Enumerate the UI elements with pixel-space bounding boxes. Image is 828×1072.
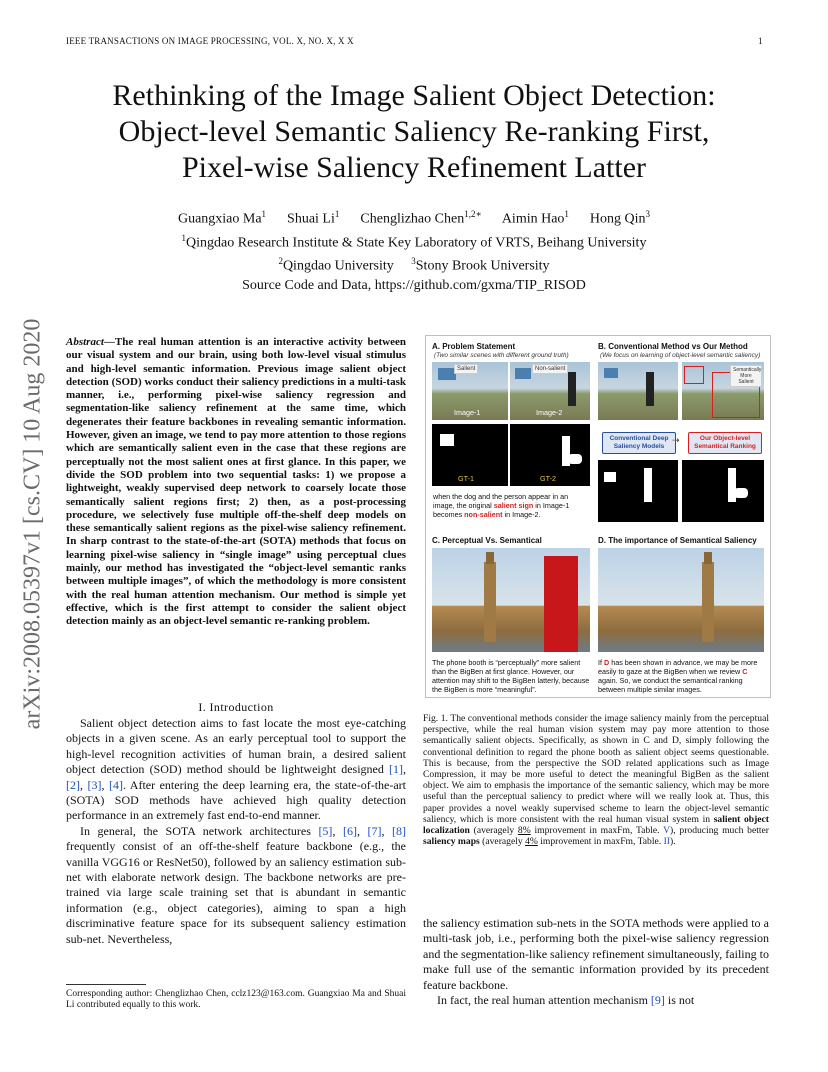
arxiv-stamp: [8, 284, 58, 764]
affil-mark: 1: [334, 209, 340, 219]
author-name: Chenglizhao Chen: [360, 211, 465, 227]
note-highlight: salient sign: [493, 501, 534, 510]
note-text: again. So, we conduct the semantical ranking between multiple similar images.: [598, 676, 743, 694]
author-block: [40, 205, 788, 295]
phone-booth: [544, 556, 578, 652]
table-ref-link[interactable]: V: [663, 825, 671, 837]
panel-b-title: B. Conventional Method vs Our Method: [598, 342, 748, 351]
figure-1: [425, 335, 771, 698]
paper-title: [40, 78, 788, 186]
citation-link[interactable]: [9]: [650, 993, 665, 1008]
note-highlight: non-salient: [464, 510, 503, 519]
paragraph-text: In fact, the real human attention mechanism: [437, 993, 651, 1008]
title-line-2: Object-level Semantic Saliency Re-ranking First,: [118, 115, 710, 148]
mask-dog: [568, 454, 582, 464]
panel-a-note: [433, 492, 591, 519]
gt-1-mask: [432, 424, 508, 486]
vs-arrow-icon: ⇢: [672, 435, 680, 445]
page-number: 1: [758, 36, 763, 46]
mask-person: [644, 468, 652, 502]
affil-mark: 3: [411, 256, 416, 267]
arxiv-stamp-text: arXiv:2008.05397v1 [cs.CV] 10 Aug 2020: [19, 318, 46, 730]
paragraph-text: frequently consist of an off-the-shelf feature backbone (e.g., the vanilla VGG16 or ResNet50), followed by an saliency estimation sub-net with elaborate network design. The backbone networks are pre-trained via large scale training set that is abundant in semantic information (e.g., object categories), aiming to span a high discriminative feature space for its subsequent saliency estimation sub-net. Nevertheless,: [66, 839, 406, 946]
caption-underline: 4%: [525, 836, 538, 848]
citation-link[interactable]: [1]: [389, 762, 403, 777]
author-name: Hong Qin: [589, 211, 646, 227]
panel-d-title: D. The importance of Semantical Saliency: [598, 536, 757, 545]
paragraph-text: In general, the SOTA network architectures: [80, 823, 319, 838]
affil-mark: 1,2∗: [464, 209, 482, 219]
caption-text: improvement in maxFm, Table.: [537, 836, 664, 848]
paragraph-text: is not: [664, 993, 695, 1008]
abstract-text: —The real human attention is an interactive activity between our visual system and our brain, using both low-level visual stimulus and high-level semantic information. Previous image salient object detection (SOD) works conduct their saliency predictions in a multi-task manner, i.e., performing pixel-wise saliency regression and segmentation-like saliency refinement at the same time, which degenerates their feature backbones in revealing semantic information. However, given an image, we tend to pay more attention to those regions which are semantically salient even in the case that these regions are perceptually not the most salient ones at first glance. In this paper, we divide the SOD problem into two sequential tasks: 1) we propose a lightweight, weakly supervised deep network to coarsely locate those semantically salient regions first; 2) then, as a post-processing procedure, we selectively fuse multiple off-the-shelf deep models on these semantically salient regions as the pixel-wise saliency refinement. In sharp contrast to the state-of-the-art (SOTA) methods that focus on learning pixel-wise saliency in “single image” using perceptual clues mainly, our method has investigated the “object-level semantic ranks between multiple images”, of which the methodology is more consistent with the real human attention mechanism. Our method is simple yet effective, which is the first attempt to consider the salient object detection mainly as an object-level semantic re-ranking problem.: [66, 336, 406, 628]
affil-mark: 3: [645, 209, 651, 219]
caption-text: (averagely: [469, 825, 518, 837]
caption-text: Fig. 1. The conventional methods consider the image saliency mainly from the perceptual perspective, while the real human vision system may pay more attention to those semantically salient objects. Specifically, as shown in C and D, simply following the conventional definition to regard the phone booth as salient object seems questionable. This is because, from the perspective the SOD related applications such as Image Compression, it may be more useful to detect the meaningful BigBen as the salient object. We aim to emphasis the importance of the semantic saliency, which may be more useful than the perceptual saliency to predict where will we really look at. Thus, this paper provides a novel weakly supervised scheme to learn the object-level semantic saliency, which is more consistent with the real human visual system in: [423, 713, 769, 825]
body-paragraph: the saliency estimation sub-nets in the SOTA methods were applied to a multi-task job, i.e., performing both the pixel-wise saliency regression and the segmentation-like saliency refinement simultaneously, failing to make full use of the semantic information provided by its precedent feature backbone.: [423, 916, 769, 992]
note-highlight: D: [604, 658, 610, 667]
abstract-label: Abstract: [66, 336, 104, 348]
image-2-photo: [510, 362, 590, 420]
bigben-tower: [484, 562, 496, 642]
citation-link[interactable]: [4]: [108, 777, 123, 792]
running-header: IEEE TRANSACTIONS ON IMAGE PROCESSING, VOL. X, NO. X, X X: [66, 36, 354, 46]
bigben-spire: [704, 552, 712, 564]
table-ref-link[interactable]: II: [663, 836, 670, 848]
citation-link[interactable]: [6]: [342, 823, 357, 838]
footnote-rule: [66, 984, 146, 985]
mask-sign: [604, 472, 616, 482]
panel-d-text: [598, 658, 764, 694]
author-list: [40, 205, 788, 229]
panel-d-photo: [598, 548, 764, 652]
citation-link[interactable]: [5]: [318, 823, 333, 838]
panel-b-subtitle: (We focus on learning of object-level semantic saliency): [600, 352, 761, 359]
paragraph-text: Salient object detection aims to fast locate the most eye-catching objects in a given scene. As an early perceptual tool to support the high-level recognition activities of human brain, a desired salient object detection (SOD) method should be lightweight designed: [66, 716, 406, 777]
mask-sign: [440, 434, 454, 446]
note-text: in Image-2.: [502, 510, 541, 519]
our-ranking-chip: Our Object-level Semantical Ranking: [688, 432, 762, 454]
ours-input-photo: [682, 362, 764, 420]
citation-link[interactable]: [3]: [87, 777, 102, 792]
author-name: Aimin Hao: [501, 211, 565, 227]
footnote: Corresponding author: Chenglizhao Chen, cclz123@163.com. Guangxiao Ma and Shuai Li contributed equally to this work.: [66, 989, 406, 1010]
red-box-sign: [684, 366, 704, 384]
caption-text: (averagely: [479, 836, 526, 848]
sign-shape: [515, 368, 531, 379]
bigben-spire: [486, 552, 494, 564]
bigben-tower: [702, 562, 714, 642]
paragraph-text: . After entering the deep learning era, the state-of-the-art (SOTA) SOD methods have achieved high quality detection performance in an extremely fast end-to-end manner.: [66, 777, 407, 823]
caption-text: ).: [669, 836, 676, 848]
citation-link[interactable]: [7]: [367, 823, 382, 838]
image-2-label: Image-2: [536, 408, 563, 417]
conventional-input-photo: [598, 362, 678, 420]
conventional-models-chip: Conventional Deep Saliency Models: [602, 432, 676, 454]
caption-bold: salient object localization: [423, 813, 769, 837]
author-name: Guangxiao Ma: [177, 211, 262, 227]
abstract: [66, 336, 406, 629]
person-silhouette: [568, 372, 576, 406]
image-1-label: Image-1: [454, 408, 481, 417]
citation-link[interactable]: [8]: [392, 823, 407, 838]
image-1-photo: [432, 362, 508, 420]
mask-dog: [734, 488, 748, 498]
affiliation-text: Stony Brook University: [415, 258, 550, 274]
semantically-salient-tag: Semantically More Salient: [730, 365, 762, 387]
caption-text: improvement in maxFm, Table.: [530, 825, 664, 837]
panel-c-title: C. Perceptual Vs. Semantical: [432, 536, 542, 545]
affiliation-text: Qingdao Research Institute & State Key Laboratory of VRTS, Beihang University: [186, 235, 647, 251]
note-text: If: [598, 658, 604, 667]
section-heading-introduction: I. Introduction: [198, 700, 274, 714]
affil-mark: 1: [261, 209, 267, 219]
note-text: when the dog and the person appear in an image, the original: [433, 492, 569, 510]
panel-c-text: The phone booth is “perceptually” more salient than the BigBen at first glance. However, our attention may shift to the BigBen latterly, because the BigBen is more “meaningful”.: [432, 658, 590, 694]
intro-paragraph-1: Salient object detection aims to fast locate the most eye-catching objects in a given scene. As an early perceptual tool to support the high-level recognition activities of human brain, a desired salient object detection (SOD) method should be lightweight designed [1], [2], [3], [4]. After entering the deep learning era, the state-of-the-art (SOTA) SOD methods have achieved high quality detection performance in an extremely fast end-to-end manner.: [66, 716, 407, 823]
gt-1-label: GT-1: [458, 474, 474, 483]
title-line-1: Rethinking of the Image Salient Object Detection:: [112, 79, 716, 112]
right-column-body: [423, 916, 769, 1008]
affiliation-text: Qingdao University: [282, 258, 394, 274]
figure-caption: [423, 713, 769, 847]
note-text: has been shown in advance, we may be more easily to gaze at the BigBen when we review: [598, 658, 758, 676]
note-highlight: C: [742, 667, 748, 676]
panel-a-title: A. Problem Statement: [432, 342, 516, 351]
author-name: Shuai Li: [287, 211, 335, 227]
person-silhouette: [646, 372, 654, 406]
citation-link[interactable]: [2]: [66, 777, 80, 792]
note-text: in Image-1 becomes: [433, 501, 570, 519]
intro-paragraph-2: In general, the SOTA network architectures [5], [6], [7], [8] frequently consist of an off-the-shelf feature backbone (e.g., the vanilla VGG16 or ResNet50), followed by an saliency estimation sub-net with elaborate network design. The backbone networks are pre-trained via large scale training set that is abundant in semantic information (e.g., object categories), aiming to span a high discriminative feature space for its subsequent saliency estimation sub-net. Nevertheless,: [66, 823, 407, 946]
caption-bold: saliency maps: [423, 836, 480, 848]
body-paragraph: [423, 993, 769, 1008]
title-line-3: Pixel-wise Saliency Refinement Latter: [181, 151, 647, 184]
affiliation-1: [40, 229, 788, 253]
panel-c-photo: [432, 548, 590, 652]
gt-2-label: GT-2: [540, 474, 556, 483]
source-code-link[interactable]: Source Code and Data, https://github.com/gxma/TIP_RISOD: [242, 277, 586, 293]
gt-2-mask: [510, 424, 590, 486]
sign-shape: [604, 368, 618, 378]
panel-a-subtitle: (Two similar scenes with different ground truth): [434, 352, 569, 359]
conventional-output-mask: [598, 460, 678, 522]
affil-mark: 2: [278, 256, 283, 267]
salient-tag: Salient: [454, 364, 478, 374]
ours-output-mask: [682, 460, 764, 522]
caption-underline: 8%: [517, 825, 531, 837]
affiliation-2-3: [40, 252, 788, 276]
caption-text: ), producing much better: [670, 825, 769, 837]
affil-mark: 1: [181, 232, 187, 243]
introduction-body: [66, 716, 406, 947]
affil-mark: 1: [564, 209, 569, 219]
nonsalient-tag: Non-salient: [532, 364, 568, 374]
